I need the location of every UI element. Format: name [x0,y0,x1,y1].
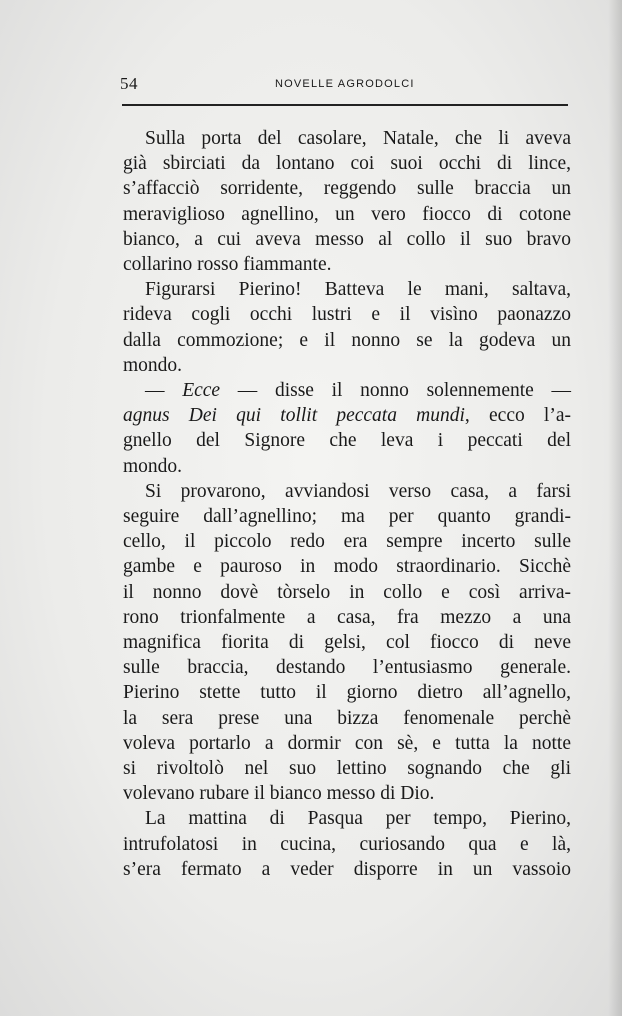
page-number: 54 [120,74,138,93]
text-line: intrufolatosi in cucina, curiosando qua e là, [123,833,571,855]
text-line: voleva portarlo a dormir con sè, e tutta la notte [123,732,571,754]
text-line: — Ecce — disse il nonno solennemente — [145,380,571,402]
text-line: già sbirciati da lontano coi suoi occhi di lince, [123,153,571,175]
text-line: seguire dall’agnellino; ma per quanto grandi- [123,506,571,528]
text-line: rono trionfalmente a casa, fra mezzo a una [123,606,571,628]
text-line: si rivoltolò nel suo lettino sognando che gli [123,758,571,780]
text-line: bianco, a cui aveva messo al collo il suo bravo [123,228,571,250]
text-line: s’affacciò sorridente, reggendo sulle braccia un [123,178,571,200]
text-line: Figurarsi Pierino! Batteva le mani, saltava, [145,279,571,301]
text-line: dalla commozione; e il nonno se la godeva un [123,329,571,351]
text-line: la sera prese una bizza fenomenale perchè [123,707,571,729]
text-line: cello, il piccolo redo era sempre incerto sulle [123,531,571,553]
text-line: Sulla porta del casolare, Natale, che li aveva [145,128,571,149]
page-header [120,74,570,96]
text-line: gambe e pauroso in modo straordinario. Sicchè [123,556,571,578]
text-line: s’era fermato a veder disporre in un vassoio [123,858,571,880]
text-line: gnello del Signore che leva i peccati del [123,430,571,452]
text-line: Si provarono, avviandosi verso casa, a farsi [145,480,571,502]
text-line: il nonno dovè tòrselo in collo e così arriva- [123,581,571,603]
text-line: mondo. [123,354,183,376]
text-line: mondo. [123,455,183,477]
text-line: meraviglioso agnellino, un vero fiocco di cotone [123,203,571,225]
text-line: La mattina di Pasqua per tempo, Pierino, [145,808,571,830]
running-title: NOVELLE AGRODOLCI [275,78,415,90]
body-text [123,126,571,882]
text-line: volevano rubare il bianco messo di Dio. [123,783,435,805]
text-line: Pierino stette tutto il giorno dietro all’agnello, [123,682,571,704]
text-line: agnus Dei qui tollit peccata mundi, ecco l’a- [123,405,571,427]
text-line: sulle braccia, destando l’entusiasmo generale. [123,657,571,679]
text-line: magnifica fiorita di gelsi, col fiocco di neve [123,632,571,654]
header-rule [122,104,568,106]
text-line: rideva cogli occhi lustri e il visìno paonazzo [123,304,571,326]
text-line: collarino rosso fiammante. [123,254,332,276]
